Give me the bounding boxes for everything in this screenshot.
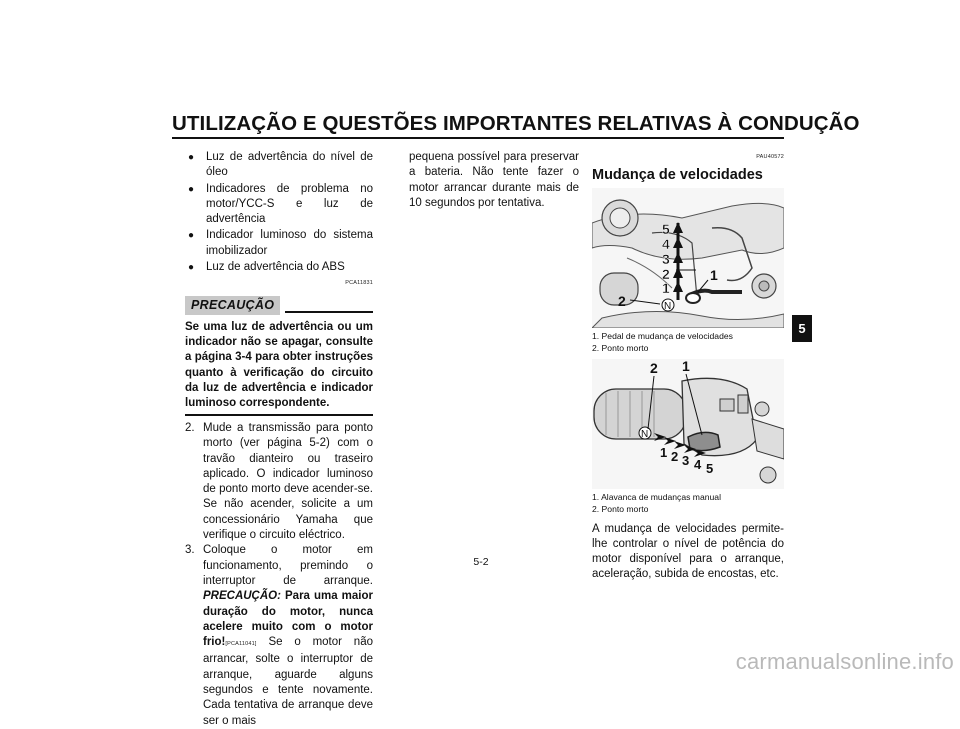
page-number: 5-2	[473, 556, 489, 568]
figure-1-captions	[592, 330, 784, 355]
figure-caption: 1. Pedal de mudança de velocidades	[592, 330, 733, 341]
callout-number: 1	[710, 266, 718, 283]
bullet-icon: ●	[188, 152, 195, 163]
indicator-list	[188, 150, 373, 275]
callout-number: 2	[650, 359, 658, 376]
caution-header	[185, 295, 373, 317]
list-item: ● Luz de advertência do ABS	[188, 260, 373, 275]
steps-list	[185, 421, 373, 729]
neutral-label: N	[664, 300, 672, 312]
continued-text: pequena possível para preservar a bateria. Não tente fazer o motor arrancar durante mais de 10 segundos por tentativa.	[409, 151, 579, 209]
gear-number: 2	[662, 265, 670, 282]
gear-number: 1	[662, 279, 670, 296]
gear-number: 1	[660, 444, 668, 460]
page-title: UTILIZAÇÃO E QUESTÕES IMPORTANTES RELATIVAS À CONDUÇÃO	[172, 112, 860, 135]
gear-number: 5	[706, 460, 714, 476]
bullet-icon: ●	[188, 183, 195, 195]
body-paragraph: A mudança de velocidades permite-lhe controlar o nível de potência do motor disponível para o arranque, aceleração, subida de encostas, etc.	[592, 522, 784, 581]
list-item: ● Luz de advertência do nível de óleo	[188, 151, 373, 179]
step-item: 3. Coloque o motor em funcionamento, premindo o interruptor de arranque. PRECAUÇÃO: Para uma maior duração do motor, nunca acelere muito com o motor frio![PCA11041] Se o motor não arrancar, solte o interruptor de arranque, aguarde alguns segundos e tente novamente. Cada tentativa de arranque deve ser o mais	[185, 544, 373, 727]
figure-caption: 2. Ponto morto	[592, 343, 649, 354]
bullet-icon: ●	[188, 262, 195, 274]
title-rule	[172, 137, 784, 139]
caution-rule	[285, 311, 373, 313]
caution-code: PCA11831	[345, 280, 373, 287]
list-item: ● Indicador luminoso do sistema imobilizador	[188, 229, 373, 257]
gear-number: 3	[662, 250, 670, 267]
right-column	[592, 150, 784, 583]
watermark: carmanualsonline.info	[735, 649, 954, 674]
list-item: ● Indicadores de problema no motor/YCC-S e luz de advertência	[188, 182, 373, 226]
inline-caution: PRECAUÇÃO: Para uma maior duração do motor, nunca acelere muito com o motor frio!	[203, 590, 373, 649]
figure-caption: 2. Ponto morto	[592, 504, 649, 515]
caution-badge: PRECAUÇÃO	[185, 296, 280, 315]
shift-pedal-figure	[592, 188, 784, 328]
middle-column	[409, 150, 579, 211]
callout-number: 1	[682, 358, 690, 374]
gear-number: 3	[682, 452, 690, 468]
caution-end-rule	[185, 414, 373, 416]
callout-number: 2	[618, 292, 626, 309]
inline-caution-code: [PCA11041]	[225, 641, 257, 648]
left-column	[185, 150, 373, 729]
step-item: 2. Mude a transmissão para ponto morto (ver página 5-2) com o travão dianteiro ou traseiro aplicado. O indicador luminoso de ponto morto deve acender-se. Se não acender, solicite a um concessionário Yamaha que verifique o circuito eléctrico.	[185, 421, 373, 542]
figure-caption: 1. Alavanca de mudanças manual	[592, 491, 721, 502]
neutral-label: N	[641, 428, 649, 440]
figure-2-captions	[592, 491, 784, 516]
gear-number: 4	[694, 456, 702, 472]
gear-number: 4	[662, 235, 670, 252]
gear-number: 5	[662, 220, 670, 237]
caution-text: Se uma luz de advertência ou um indicador não se apagar, consulte a página 3-4 para obter instruções quanto à verificação do circuito da luz de advertência e indicador luminoso correspondente.	[185, 320, 373, 410]
bullet-icon: ●	[188, 230, 195, 242]
section-tab: 5	[792, 315, 812, 342]
shift-lever-figure	[592, 359, 784, 489]
section-heading: Mudança de velocidades	[592, 167, 763, 184]
gear-number: 2	[671, 448, 679, 464]
section-code: PAU40572	[756, 154, 784, 160]
